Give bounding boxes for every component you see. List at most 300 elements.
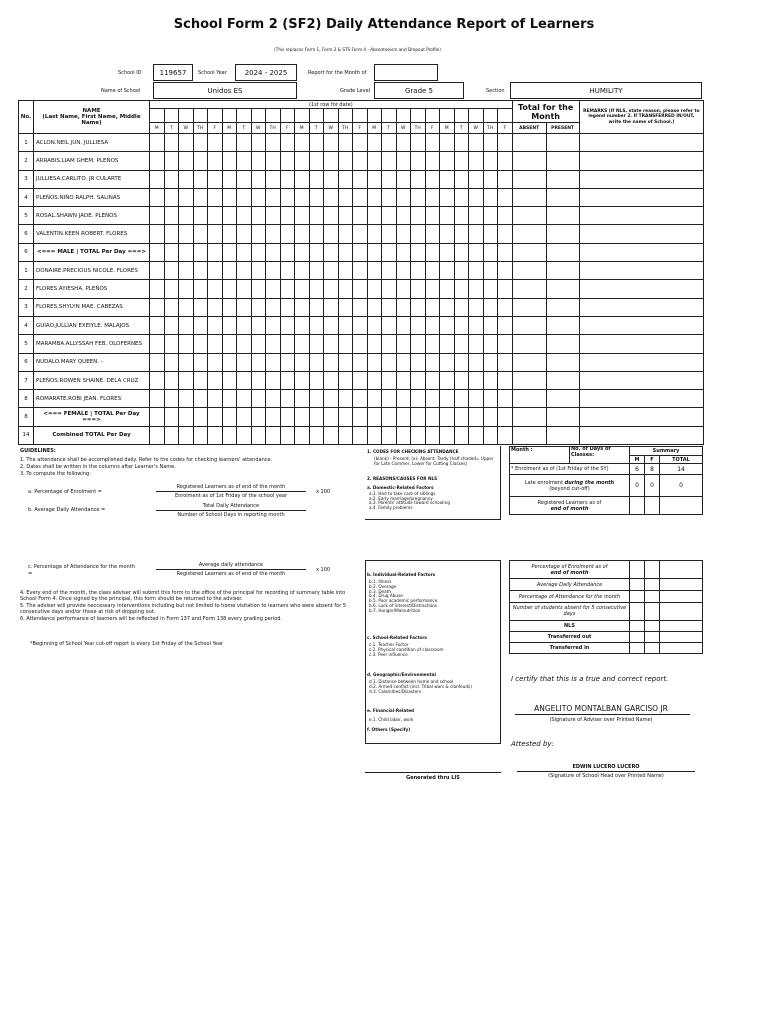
attendance-cell[interactable] (150, 207, 165, 225)
attendance-cell[interactable] (367, 298, 382, 316)
attendance-cell[interactable] (309, 243, 324, 261)
attendance-cell[interactable] (222, 371, 237, 389)
attendance-cell[interactable] (353, 335, 368, 353)
remarks-cell[interactable] (579, 134, 704, 152)
present-total-cell[interactable] (546, 298, 579, 316)
attendance-cell[interactable] (208, 371, 223, 389)
attendance-cell[interactable] (193, 371, 208, 389)
attendance-cell[interactable] (498, 371, 513, 389)
attendance-cell[interactable] (280, 298, 295, 316)
attendance-cell[interactable] (150, 134, 165, 152)
attendance-cell[interactable] (469, 298, 484, 316)
attendance-cell[interactable] (382, 426, 397, 444)
attendance-cell[interactable] (454, 426, 469, 444)
date-cell[interactable] (367, 109, 382, 123)
attendance-cell[interactable] (440, 152, 455, 170)
attendance-cell[interactable] (396, 225, 411, 243)
attendance-cell[interactable] (208, 134, 223, 152)
attendance-cell[interactable] (309, 152, 324, 170)
attendance-cell[interactable] (309, 170, 324, 188)
attendance-cell[interactable] (367, 207, 382, 225)
attendance-cell[interactable] (469, 207, 484, 225)
remarks-cell[interactable] (579, 426, 704, 444)
attendance-cell[interactable] (469, 152, 484, 170)
attendance-cell[interactable] (483, 188, 498, 206)
present-total-cell[interactable] (546, 335, 579, 353)
attendance-cell[interactable] (193, 207, 208, 225)
attendance-cell[interactable] (382, 353, 397, 371)
attendance-cell[interactable] (353, 243, 368, 261)
attendance-cell[interactable] (150, 408, 165, 426)
attendance-cell[interactable] (498, 426, 513, 444)
attendance-cell[interactable] (164, 390, 179, 408)
attendance-cell[interactable] (498, 134, 513, 152)
attendance-cell[interactable] (469, 426, 484, 444)
attendance-cell[interactable] (251, 408, 266, 426)
attendance-cell[interactable] (469, 262, 484, 280)
attendance-cell[interactable] (164, 335, 179, 353)
attendance-cell[interactable] (469, 390, 484, 408)
date-cell[interactable] (193, 109, 208, 123)
attendance-cell[interactable] (222, 170, 237, 188)
attendance-cell[interactable] (367, 390, 382, 408)
attendance-cell[interactable] (164, 243, 179, 261)
attendance-cell[interactable] (222, 408, 237, 426)
attendance-cell[interactable] (208, 207, 223, 225)
attendance-cell[interactable] (150, 225, 165, 243)
attendance-cell[interactable] (193, 170, 208, 188)
date-cell[interactable] (324, 109, 339, 123)
attendance-cell[interactable] (367, 353, 382, 371)
attendance-cell[interactable] (498, 408, 513, 426)
present-total-cell[interactable] (546, 262, 579, 280)
attendance-cell[interactable] (411, 225, 426, 243)
attendance-cell[interactable] (266, 390, 281, 408)
attendance-cell[interactable] (411, 426, 426, 444)
attendance-cell[interactable] (208, 316, 223, 334)
attendance-cell[interactable] (338, 188, 353, 206)
attendance-cell[interactable] (208, 426, 223, 444)
attendance-cell[interactable] (150, 280, 165, 298)
date-cell[interactable] (483, 109, 498, 123)
attendance-cell[interactable] (193, 152, 208, 170)
attendance-cell[interactable] (396, 170, 411, 188)
attendance-cell[interactable] (266, 335, 281, 353)
attendance-cell[interactable] (498, 152, 513, 170)
attendance-cell[interactable] (396, 316, 411, 334)
date-cell[interactable] (280, 109, 295, 123)
attendance-cell[interactable] (367, 426, 382, 444)
attendance-cell[interactable] (498, 225, 513, 243)
attendance-cell[interactable] (179, 316, 194, 334)
attendance-cell[interactable] (295, 371, 310, 389)
attendance-cell[interactable] (237, 207, 252, 225)
attendance-cell[interactable] (425, 280, 440, 298)
attendance-cell[interactable] (266, 225, 281, 243)
attendance-cell[interactable] (338, 353, 353, 371)
attendance-cell[interactable] (179, 390, 194, 408)
attendance-cell[interactable] (324, 298, 339, 316)
absent-total-cell[interactable] (512, 225, 546, 243)
attendance-cell[interactable] (353, 371, 368, 389)
attendance-cell[interactable] (440, 225, 455, 243)
attendance-cell[interactable] (324, 353, 339, 371)
attendance-cell[interactable] (367, 280, 382, 298)
attendance-cell[interactable] (454, 134, 469, 152)
present-total-cell[interactable] (546, 280, 579, 298)
attendance-cell[interactable] (382, 390, 397, 408)
present-total-cell[interactable] (546, 225, 579, 243)
attendance-cell[interactable] (454, 207, 469, 225)
attendance-cell[interactable] (309, 280, 324, 298)
present-total-cell[interactable] (546, 152, 579, 170)
attendance-cell[interactable] (193, 298, 208, 316)
attendance-cell[interactable] (338, 408, 353, 426)
attendance-cell[interactable] (396, 390, 411, 408)
attendance-cell[interactable] (150, 390, 165, 408)
attendance-cell[interactable] (425, 225, 440, 243)
attendance-cell[interactable] (222, 298, 237, 316)
attendance-cell[interactable] (338, 243, 353, 261)
attendance-cell[interactable] (498, 298, 513, 316)
attendance-cell[interactable] (251, 134, 266, 152)
attendance-cell[interactable] (150, 170, 165, 188)
school-year-field[interactable]: 2024 - 2025 (235, 64, 297, 81)
attendance-cell[interactable] (309, 207, 324, 225)
date-cell[interactable] (295, 109, 310, 123)
attendance-cell[interactable] (483, 316, 498, 334)
attendance-cell[interactable] (353, 188, 368, 206)
absent-total-cell[interactable] (512, 170, 546, 188)
attendance-cell[interactable] (498, 207, 513, 225)
attendance-cell[interactable] (193, 390, 208, 408)
attendance-cell[interactable] (193, 225, 208, 243)
attendance-cell[interactable] (367, 316, 382, 334)
attendance-cell[interactable] (454, 152, 469, 170)
attendance-cell[interactable] (353, 408, 368, 426)
attendance-cell[interactable] (353, 280, 368, 298)
remarks-cell[interactable] (579, 316, 704, 334)
attendance-cell[interactable] (382, 134, 397, 152)
attendance-cell[interactable] (353, 134, 368, 152)
attendance-cell[interactable] (324, 262, 339, 280)
attendance-cell[interactable] (164, 207, 179, 225)
attendance-cell[interactable] (425, 262, 440, 280)
attendance-cell[interactable] (338, 280, 353, 298)
attendance-cell[interactable] (425, 188, 440, 206)
attendance-cell[interactable] (440, 243, 455, 261)
date-cell[interactable] (251, 109, 266, 123)
attendance-cell[interactable] (324, 170, 339, 188)
attendance-cell[interactable] (237, 243, 252, 261)
attendance-cell[interactable] (164, 280, 179, 298)
attendance-cell[interactable] (425, 353, 440, 371)
attendance-cell[interactable] (440, 353, 455, 371)
attendance-cell[interactable] (164, 298, 179, 316)
absent-total-cell[interactable] (512, 243, 546, 261)
attendance-cell[interactable] (150, 426, 165, 444)
attendance-cell[interactable] (179, 152, 194, 170)
attendance-cell[interactable] (498, 170, 513, 188)
attendance-cell[interactable] (266, 188, 281, 206)
attendance-cell[interactable] (295, 408, 310, 426)
attendance-cell[interactable] (150, 371, 165, 389)
attendance-cell[interactable] (280, 225, 295, 243)
attendance-cell[interactable] (367, 371, 382, 389)
attendance-cell[interactable] (483, 134, 498, 152)
attendance-cell[interactable] (237, 280, 252, 298)
attendance-cell[interactable] (280, 390, 295, 408)
attendance-cell[interactable] (237, 298, 252, 316)
date-cell[interactable] (498, 109, 513, 123)
present-total-cell[interactable] (546, 170, 579, 188)
attendance-cell[interactable] (179, 298, 194, 316)
attendance-cell[interactable] (280, 188, 295, 206)
attendance-cell[interactable] (367, 335, 382, 353)
attendance-cell[interactable] (222, 390, 237, 408)
attendance-cell[interactable] (483, 353, 498, 371)
attendance-cell[interactable] (164, 316, 179, 334)
present-total-cell[interactable] (546, 316, 579, 334)
attendance-cell[interactable] (280, 371, 295, 389)
attendance-cell[interactable] (411, 134, 426, 152)
attendance-cell[interactable] (338, 390, 353, 408)
attendance-cell[interactable] (353, 207, 368, 225)
attendance-cell[interactable] (454, 243, 469, 261)
attendance-cell[interactable] (237, 426, 252, 444)
attendance-cell[interactable] (454, 316, 469, 334)
attendance-cell[interactable] (454, 371, 469, 389)
remarks-cell[interactable] (579, 408, 704, 426)
attendance-cell[interactable] (469, 170, 484, 188)
attendance-cell[interactable] (483, 207, 498, 225)
attendance-cell[interactable] (396, 134, 411, 152)
remarks-cell[interactable] (579, 390, 704, 408)
remarks-cell[interactable] (579, 243, 704, 261)
present-total-cell[interactable] (546, 207, 579, 225)
attendance-cell[interactable] (193, 408, 208, 426)
attendance-cell[interactable] (396, 353, 411, 371)
attendance-cell[interactable] (324, 207, 339, 225)
attendance-cell[interactable] (396, 188, 411, 206)
remarks-cell[interactable] (579, 225, 704, 243)
attendance-cell[interactable] (266, 170, 281, 188)
attendance-cell[interactable] (367, 225, 382, 243)
attendance-cell[interactable] (483, 225, 498, 243)
remarks-cell[interactable] (579, 207, 704, 225)
attendance-cell[interactable] (483, 170, 498, 188)
attendance-cell[interactable] (309, 390, 324, 408)
attendance-cell[interactable] (396, 243, 411, 261)
attendance-cell[interactable] (251, 207, 266, 225)
attendance-cell[interactable] (309, 188, 324, 206)
attendance-cell[interactable] (193, 188, 208, 206)
attendance-cell[interactable] (222, 188, 237, 206)
attendance-cell[interactable] (164, 353, 179, 371)
present-total-cell[interactable] (546, 134, 579, 152)
attendance-cell[interactable] (440, 188, 455, 206)
attendance-cell[interactable] (396, 298, 411, 316)
attendance-cell[interactable] (309, 426, 324, 444)
attendance-cell[interactable] (411, 188, 426, 206)
attendance-cell[interactable] (251, 335, 266, 353)
attendance-cell[interactable] (251, 390, 266, 408)
attendance-cell[interactable] (251, 316, 266, 334)
attendance-cell[interactable] (208, 408, 223, 426)
attendance-cell[interactable] (295, 243, 310, 261)
date-cell[interactable] (150, 109, 165, 123)
attendance-cell[interactable] (498, 335, 513, 353)
attendance-cell[interactable] (266, 134, 281, 152)
attendance-cell[interactable] (150, 353, 165, 371)
attendance-cell[interactable] (280, 280, 295, 298)
attendance-cell[interactable] (338, 371, 353, 389)
attendance-cell[interactable] (353, 316, 368, 334)
attendance-cell[interactable] (324, 152, 339, 170)
attendance-cell[interactable] (150, 262, 165, 280)
present-total-cell[interactable] (546, 188, 579, 206)
attendance-cell[interactable] (237, 262, 252, 280)
attendance-cell[interactable] (382, 188, 397, 206)
attendance-cell[interactable] (469, 316, 484, 334)
attendance-cell[interactable] (367, 170, 382, 188)
attendance-cell[interactable] (179, 353, 194, 371)
attendance-cell[interactable] (382, 335, 397, 353)
attendance-cell[interactable] (353, 298, 368, 316)
attendance-cell[interactable] (425, 243, 440, 261)
attendance-cell[interactable] (382, 207, 397, 225)
attendance-cell[interactable] (150, 335, 165, 353)
present-total-cell[interactable] (546, 408, 579, 426)
attendance-cell[interactable] (324, 390, 339, 408)
attendance-cell[interactable] (469, 408, 484, 426)
attendance-cell[interactable] (353, 152, 368, 170)
attendance-cell[interactable] (483, 243, 498, 261)
attendance-cell[interactable] (222, 243, 237, 261)
attendance-cell[interactable] (353, 170, 368, 188)
attendance-cell[interactable] (251, 298, 266, 316)
attendance-cell[interactable] (150, 298, 165, 316)
attendance-cell[interactable] (295, 152, 310, 170)
attendance-cell[interactable] (498, 243, 513, 261)
date-cell[interactable] (237, 109, 252, 123)
attendance-cell[interactable] (179, 188, 194, 206)
attendance-cell[interactable] (411, 152, 426, 170)
attendance-cell[interactable] (440, 207, 455, 225)
absent-total-cell[interactable] (512, 335, 546, 353)
attendance-cell[interactable] (425, 152, 440, 170)
remarks-cell[interactable] (579, 371, 704, 389)
attendance-cell[interactable] (469, 371, 484, 389)
attendance-cell[interactable] (498, 188, 513, 206)
attendance-cell[interactable] (440, 170, 455, 188)
attendance-cell[interactable] (324, 243, 339, 261)
attendance-cell[interactable] (440, 262, 455, 280)
attendance-cell[interactable] (237, 188, 252, 206)
attendance-cell[interactable] (483, 152, 498, 170)
attendance-cell[interactable] (208, 353, 223, 371)
attendance-cell[interactable] (469, 280, 484, 298)
attendance-cell[interactable] (454, 390, 469, 408)
attendance-cell[interactable] (469, 134, 484, 152)
attendance-cell[interactable] (251, 280, 266, 298)
attendance-cell[interactable] (382, 371, 397, 389)
attendance-cell[interactable] (338, 170, 353, 188)
attendance-cell[interactable] (208, 335, 223, 353)
remarks-cell[interactable] (579, 152, 704, 170)
attendance-cell[interactable] (411, 243, 426, 261)
attendance-cell[interactable] (208, 298, 223, 316)
attendance-cell[interactable] (251, 152, 266, 170)
attendance-cell[interactable] (266, 408, 281, 426)
attendance-cell[interactable] (309, 371, 324, 389)
attendance-cell[interactable] (251, 188, 266, 206)
attendance-cell[interactable] (295, 390, 310, 408)
attendance-cell[interactable] (425, 170, 440, 188)
attendance-cell[interactable] (309, 408, 324, 426)
attendance-cell[interactable] (237, 316, 252, 334)
attendance-cell[interactable] (280, 335, 295, 353)
attendance-cell[interactable] (164, 188, 179, 206)
attendance-cell[interactable] (382, 243, 397, 261)
attendance-cell[interactable] (440, 335, 455, 353)
present-total-cell[interactable] (546, 390, 579, 408)
attendance-cell[interactable] (411, 316, 426, 334)
attendance-cell[interactable] (324, 225, 339, 243)
attendance-cell[interactable] (338, 152, 353, 170)
month-field[interactable] (374, 64, 438, 81)
attendance-cell[interactable] (454, 188, 469, 206)
attendance-cell[interactable] (425, 371, 440, 389)
attendance-cell[interactable] (425, 426, 440, 444)
attendance-cell[interactable] (280, 408, 295, 426)
attendance-cell[interactable] (411, 280, 426, 298)
attendance-cell[interactable] (179, 335, 194, 353)
attendance-cell[interactable] (396, 335, 411, 353)
attendance-cell[interactable] (280, 426, 295, 444)
attendance-cell[interactable] (295, 170, 310, 188)
attendance-cell[interactable] (295, 335, 310, 353)
absent-total-cell[interactable] (512, 390, 546, 408)
attendance-cell[interactable] (179, 262, 194, 280)
absent-total-cell[interactable] (512, 408, 546, 426)
attendance-cell[interactable] (440, 426, 455, 444)
attendance-cell[interactable] (164, 408, 179, 426)
attendance-cell[interactable] (309, 262, 324, 280)
attendance-cell[interactable] (440, 390, 455, 408)
attendance-cell[interactable] (367, 152, 382, 170)
attendance-cell[interactable] (222, 280, 237, 298)
attendance-cell[interactable] (367, 408, 382, 426)
date-cell[interactable] (425, 109, 440, 123)
attendance-cell[interactable] (193, 353, 208, 371)
date-cell[interactable] (396, 109, 411, 123)
absent-total-cell[interactable] (512, 353, 546, 371)
attendance-cell[interactable] (309, 225, 324, 243)
attendance-cell[interactable] (280, 134, 295, 152)
attendance-cell[interactable] (324, 280, 339, 298)
attendance-cell[interactable] (338, 262, 353, 280)
date-cell[interactable] (338, 109, 353, 123)
date-cell[interactable] (353, 109, 368, 123)
attendance-cell[interactable] (309, 316, 324, 334)
attendance-cell[interactable] (483, 408, 498, 426)
attendance-cell[interactable] (440, 134, 455, 152)
attendance-cell[interactable] (179, 280, 194, 298)
attendance-cell[interactable] (454, 262, 469, 280)
absent-total-cell[interactable] (512, 134, 546, 152)
date-cell[interactable] (179, 109, 194, 123)
